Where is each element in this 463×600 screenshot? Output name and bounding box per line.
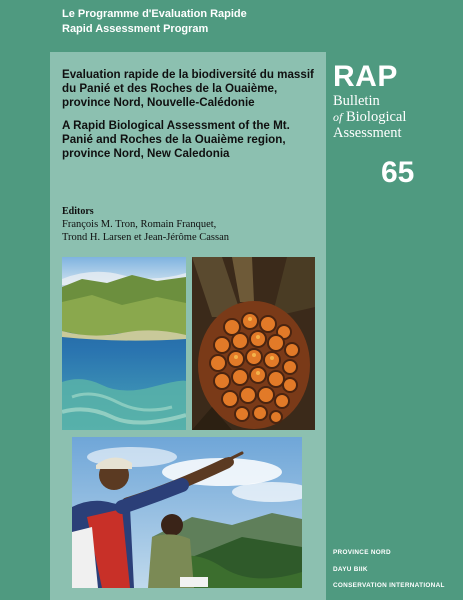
biological-line — [333, 110, 406, 124]
partner-conservation-international: CONSERVATION INTERNATIONAL — [333, 582, 445, 589]
of-word: of — [333, 110, 343, 124]
issue-number: 65 — [381, 156, 415, 189]
program-name-fr: Le Programme d'Evaluation Rapide — [62, 8, 247, 20]
biological-word: Biological — [345, 109, 407, 125]
title-fr: Evaluation rapide de la biodiversité du massif du Panié et des Roches de la Ouaième, province Nord, Nouvelle-Calédonie — [62, 68, 314, 110]
program-name-en: Rapid Assessment Program — [62, 23, 209, 35]
photo-pandanus-fruit — [192, 257, 315, 430]
editors-label: Editors — [62, 206, 94, 217]
photo-coastline-aerial — [62, 257, 186, 430]
program-name — [62, 7, 247, 37]
rap-logo — [333, 62, 406, 140]
assessment-line: Assessment — [333, 125, 402, 141]
bulletin-line: Bulletin — [333, 93, 380, 109]
editors-line-2: Trond H. Larsen et Jean-Jérôme Cassan — [62, 232, 229, 243]
editors-block — [62, 205, 320, 244]
partner-dayu-biik: DAYU BIIK — [333, 565, 368, 573]
photo-guide-pointing — [72, 437, 302, 588]
partner-province-nord: PROVINCE NORD — [333, 549, 391, 556]
rap-wordmark: RAP — [333, 60, 398, 93]
title-en: A Rapid Biological Assessment of the Mt. Panié and Roches de la Ouaième region, province Nord, New Caledonia — [62, 118, 290, 161]
title-block — [62, 68, 320, 161]
editors-line-1: François M. Tron, Romain Franquet, — [62, 219, 217, 230]
partner-list — [333, 545, 445, 595]
